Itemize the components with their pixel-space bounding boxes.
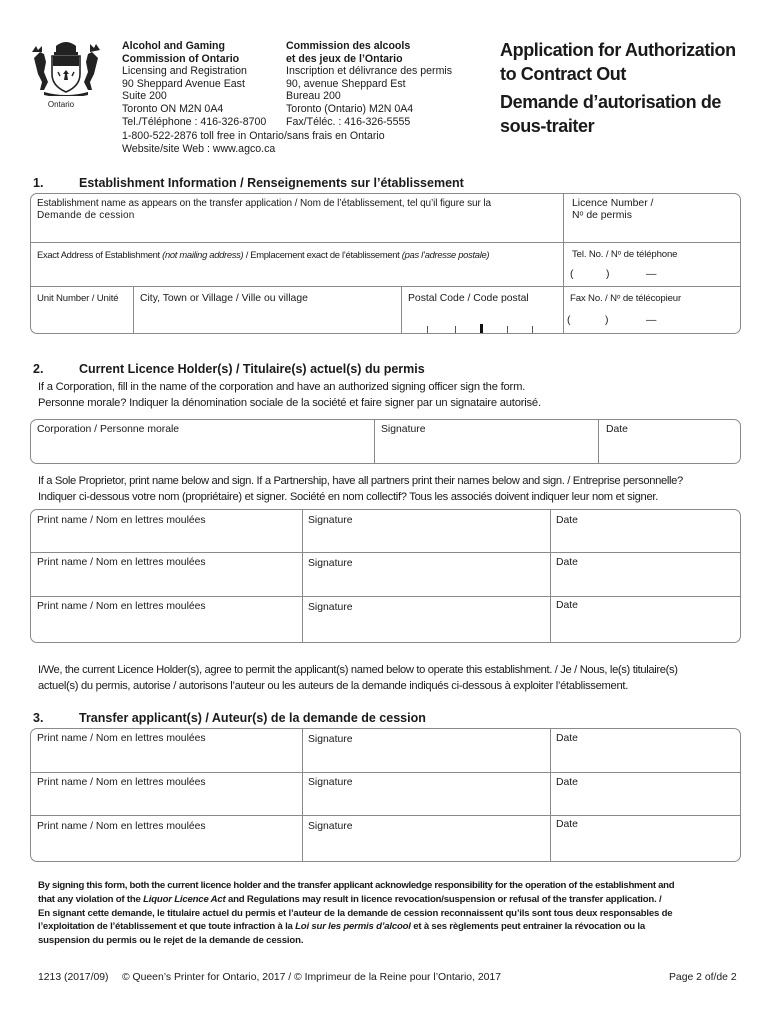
liquor-licence-act: Liquor Licence Act: [143, 893, 226, 905]
applicant-signatures-box: [30, 728, 741, 862]
applicant-signature-label-3: Signature: [308, 821, 353, 832]
applicant-signature-field-3[interactable]: [303, 816, 550, 861]
holder-signature-field-3[interactable]: [303, 597, 550, 642]
holder-signature-field-1[interactable]: [303, 510, 550, 552]
declaration-fr-line2: [38, 920, 758, 934]
telephone-field[interactable]: [564, 243, 740, 286]
loi-sur-les-permis-dalcool: Loi sur les permis d’alcool: [295, 921, 411, 933]
applicant-signature-label-2: Signature: [308, 777, 353, 788]
applicant-date-field-2[interactable]: [551, 773, 740, 815]
sole-proprietor-instructions: [38, 474, 758, 505]
org-fr-line4: 90, avenue Sheppard Est: [286, 77, 406, 90]
applicant-date-field-3[interactable]: [551, 816, 740, 861]
corporation-signature-field[interactable]: [375, 420, 598, 463]
holder-date-field-3[interactable]: [551, 597, 740, 642]
agreement-statement-line2: actuel(s) du permis, autorise / autorisons l’auteur ou les auteurs de la demande indiqués ci-dessous à exploiter l’établissement.: [38, 679, 629, 692]
holder-print-name-label-2: Print name / Nom en lettres moulées: [37, 557, 206, 568]
corporation-instructions-en: If a Corporation, fill in the name of the corporation and have an authorized signing officer sign the form.: [38, 381, 526, 393]
holder-print-name-field-3[interactable]: [31, 597, 302, 642]
holder-date-label-3: Date: [556, 600, 578, 611]
declaration-en-line2c: and Regulations may result in licence revocation/suspension or refusal of the transfer application. /: [225, 893, 662, 905]
org-en-line6: Toronto ON M2N 0A4: [122, 102, 224, 115]
agco-french-address: [286, 40, 452, 128]
sole-proprietor-instructions-fr: Indiquer ci-dessous votre nom (propriétaire) et signer. Société en nom collectif? Tous les associés doivent indiquer leur nom et signer.: [38, 490, 659, 503]
declaration-en-line2a: that any violation of the: [38, 893, 144, 905]
holder-signature-label-1: Signature: [308, 515, 353, 526]
website: Website/site Web : www.agco.ca: [122, 143, 276, 155]
applicant-print-name-field-2[interactable]: [31, 773, 302, 815]
copyright: © Queen’s Printer for Ontario, 2017 / © Imprimeur de la Reine pour l’Ontario, 2017: [122, 972, 501, 983]
declaration-fr-line1: En signant cette demande, le titulaire actuel du permis et l’auteur de la demande de cession reconnaissent qu’ils sont tous deux responsables de: [38, 907, 673, 919]
corporation-date-field[interactable]: [599, 420, 740, 463]
telephone-paren-open: (: [570, 269, 574, 280]
org-name-en-line2: Commission of Ontario: [122, 52, 240, 65]
fax-dash: —: [646, 315, 657, 326]
ontario-logo: [30, 38, 102, 109]
agco-english-address: [122, 40, 266, 128]
org-fr-fax: Fax/Téléc. : 416-326-5555: [286, 115, 411, 128]
agreement-statement-line1: I/We, the current Licence Holder(s), agree to permit the applicant(s) named below to operate this establishment. / Je / Nous, le(s) titulaire(s): [38, 664, 678, 676]
holder-date-field-1[interactable]: [551, 510, 740, 552]
postal-code-field[interactable]: [402, 287, 563, 333]
corporation-instructions: [38, 380, 748, 411]
corporation-instructions-fr: Personne morale? Indiquer la dénomination sociale de la société et faire signer par un signataire autorisé.: [38, 396, 541, 409]
declaration-fr-line2c: et à ses règlements peut entrainer la révocation ou la: [410, 921, 646, 933]
fax-field[interactable]: [564, 287, 740, 333]
corporation-date-label: Date: [606, 424, 628, 435]
page-number: Page 2 of/de 2: [669, 972, 737, 983]
declaration-fr-line2a: l’exploitation de l’établissement et que toute infraction à la: [38, 921, 296, 933]
org-en-line5: Suite 200: [122, 90, 167, 103]
applicant-signature-field-1[interactable]: [303, 729, 550, 772]
ontario-coat-of-arms-icon: [30, 38, 102, 96]
org-name-fr-line1: Commission des alcools: [286, 40, 411, 52]
section3-number: 3.: [33, 711, 44, 725]
title-en-line2: to Contract Out: [500, 64, 626, 84]
unit-number-label: Unit Number / Unité: [37, 293, 119, 304]
establishment-info-box: [30, 193, 741, 334]
org-en-line3: Licensing and Registration: [122, 65, 247, 78]
holder-print-name-field-1[interactable]: [31, 510, 302, 552]
org-en-line4: 90 Sheppard Avenue East: [122, 77, 245, 90]
fax-label: Fax No. / Nᵒ de télécopieur: [570, 293, 682, 304]
holder-signature-field-2[interactable]: [303, 553, 550, 596]
applicant-signature-label-1: Signature: [308, 734, 353, 745]
postal-code-label: Postal Code / Code postal: [408, 293, 529, 304]
applicant-print-name-label-1: Print name / Nom en lettres moulées: [37, 733, 206, 744]
city-label: City, Town or Village / Ville ou village: [140, 293, 308, 304]
section1-number: 1.: [33, 176, 44, 190]
establishment-name-label-1: Establishment name as appears on the transfer application / Nom de l’établissement, tel qu’il figure sur la: [37, 198, 491, 209]
holder-date-label-2: Date: [556, 557, 578, 568]
org-name-en-line1: Alcohol and Gaming: [122, 40, 225, 52]
holder-date-label-1: Date: [556, 515, 578, 526]
fax-paren-open: (: [567, 315, 571, 326]
holder-print-name-label-1: Print name / Nom en lettres moulées: [37, 515, 206, 526]
section2-title: Current Licence Holder(s) / Titulaire(s) actuel(s) du permis: [79, 362, 425, 376]
holder-signatures-box: [30, 509, 741, 643]
applicant-date-field-1[interactable]: [551, 729, 740, 772]
corporation-box: [30, 419, 741, 464]
form-title: [500, 38, 736, 138]
telephone-dash: —: [646, 269, 657, 280]
licence-number-field[interactable]: [564, 194, 740, 242]
declaration: [38, 879, 758, 948]
fax-paren-close: ): [605, 315, 609, 326]
applicant-date-label-3: Date: [556, 819, 578, 830]
licence-number-label-2: Nᵒ de permis: [572, 210, 632, 221]
form-number: 1213 (2017/09): [38, 972, 109, 983]
section3-title: Transfer applicant(s) / Auteur(s) de la demande de cession: [79, 711, 426, 725]
applicant-signature-field-2[interactable]: [303, 773, 550, 815]
org-fr-line3: Inscription et délivrance des permis: [286, 65, 453, 78]
contact-info: [122, 130, 385, 156]
address-field[interactable]: [31, 243, 563, 286]
telephone-label: Tel. No. / Nᵒ de téléphone: [572, 249, 678, 260]
declaration-fr-line3: suspension du permis ou le rejet de la demande de cession.: [38, 935, 304, 947]
telephone-paren-close: ): [606, 269, 610, 280]
org-fr-line6: Toronto (Ontario) M2N 0A4: [286, 102, 414, 115]
sole-proprietor-instructions-en: If a Sole Proprietor, print name below and sign. If a Partnership, have all partners print their names below and sign. / Entreprise personnelle?: [38, 475, 683, 487]
applicant-date-label-2: Date: [556, 777, 578, 788]
establishment-name-label-2: Demande de cession: [37, 210, 135, 221]
applicant-print-name-field-1[interactable]: [31, 729, 302, 772]
agreement-statement: [38, 663, 758, 694]
ontario-label: Ontario: [47, 100, 75, 109]
applicant-print-name-field-3[interactable]: [31, 816, 302, 861]
title-fr-line1: Demande d’autorisation de: [500, 92, 722, 112]
city-field[interactable]: [134, 287, 401, 333]
tollfree-number: 1-800-522-2876 toll free in Ontario/sans frais en Ontario: [122, 130, 385, 142]
holder-date-field-2[interactable]: [551, 553, 740, 596]
org-en-phone: Tel./Téléphone : 416-326-8700: [122, 115, 267, 128]
establishment-name-field[interactable]: [31, 194, 563, 242]
licence-number-label-1: Licence Number /: [572, 198, 654, 209]
section1-title: Establishment Information / Renseignements sur l’établissement: [79, 176, 464, 190]
section2-number: 2.: [33, 362, 44, 376]
corporation-name-field[interactable]: [31, 420, 374, 463]
holder-print-name-label-3: Print name / Nom en lettres moulées: [37, 601, 206, 612]
holder-signature-label-2: Signature: [308, 558, 353, 569]
address-label: Exact Address of Establishment (not mailing address) / Emplacement exact de l’établissement (pas l’adresse postale): [37, 249, 490, 260]
org-name-fr-line2: et des jeux de l’Ontario: [286, 52, 403, 65]
unit-number-field[interactable]: [31, 287, 133, 333]
holder-print-name-field-2[interactable]: [31, 553, 302, 596]
declaration-en-line2: [38, 893, 758, 907]
corporation-label: Corporation / Personne morale: [37, 424, 180, 435]
corporation-signature-label: Signature: [381, 424, 426, 435]
holder-signature-label-3: Signature: [308, 602, 353, 613]
org-fr-line5: Bureau 200: [286, 90, 341, 103]
title-fr-line2: sous-traiter: [500, 116, 595, 136]
applicant-print-name-label-3: Print name / Nom en lettres moulées: [37, 821, 206, 832]
applicant-date-label-1: Date: [556, 733, 578, 744]
title-en-line1: Application for Authorization: [500, 40, 736, 60]
applicant-print-name-label-2: Print name / Nom en lettres moulées: [37, 777, 206, 788]
declaration-en-line1: By signing this form, both the current licence holder and the transfer applicant acknowledge responsibility for the operation of the establishment and: [38, 880, 675, 891]
